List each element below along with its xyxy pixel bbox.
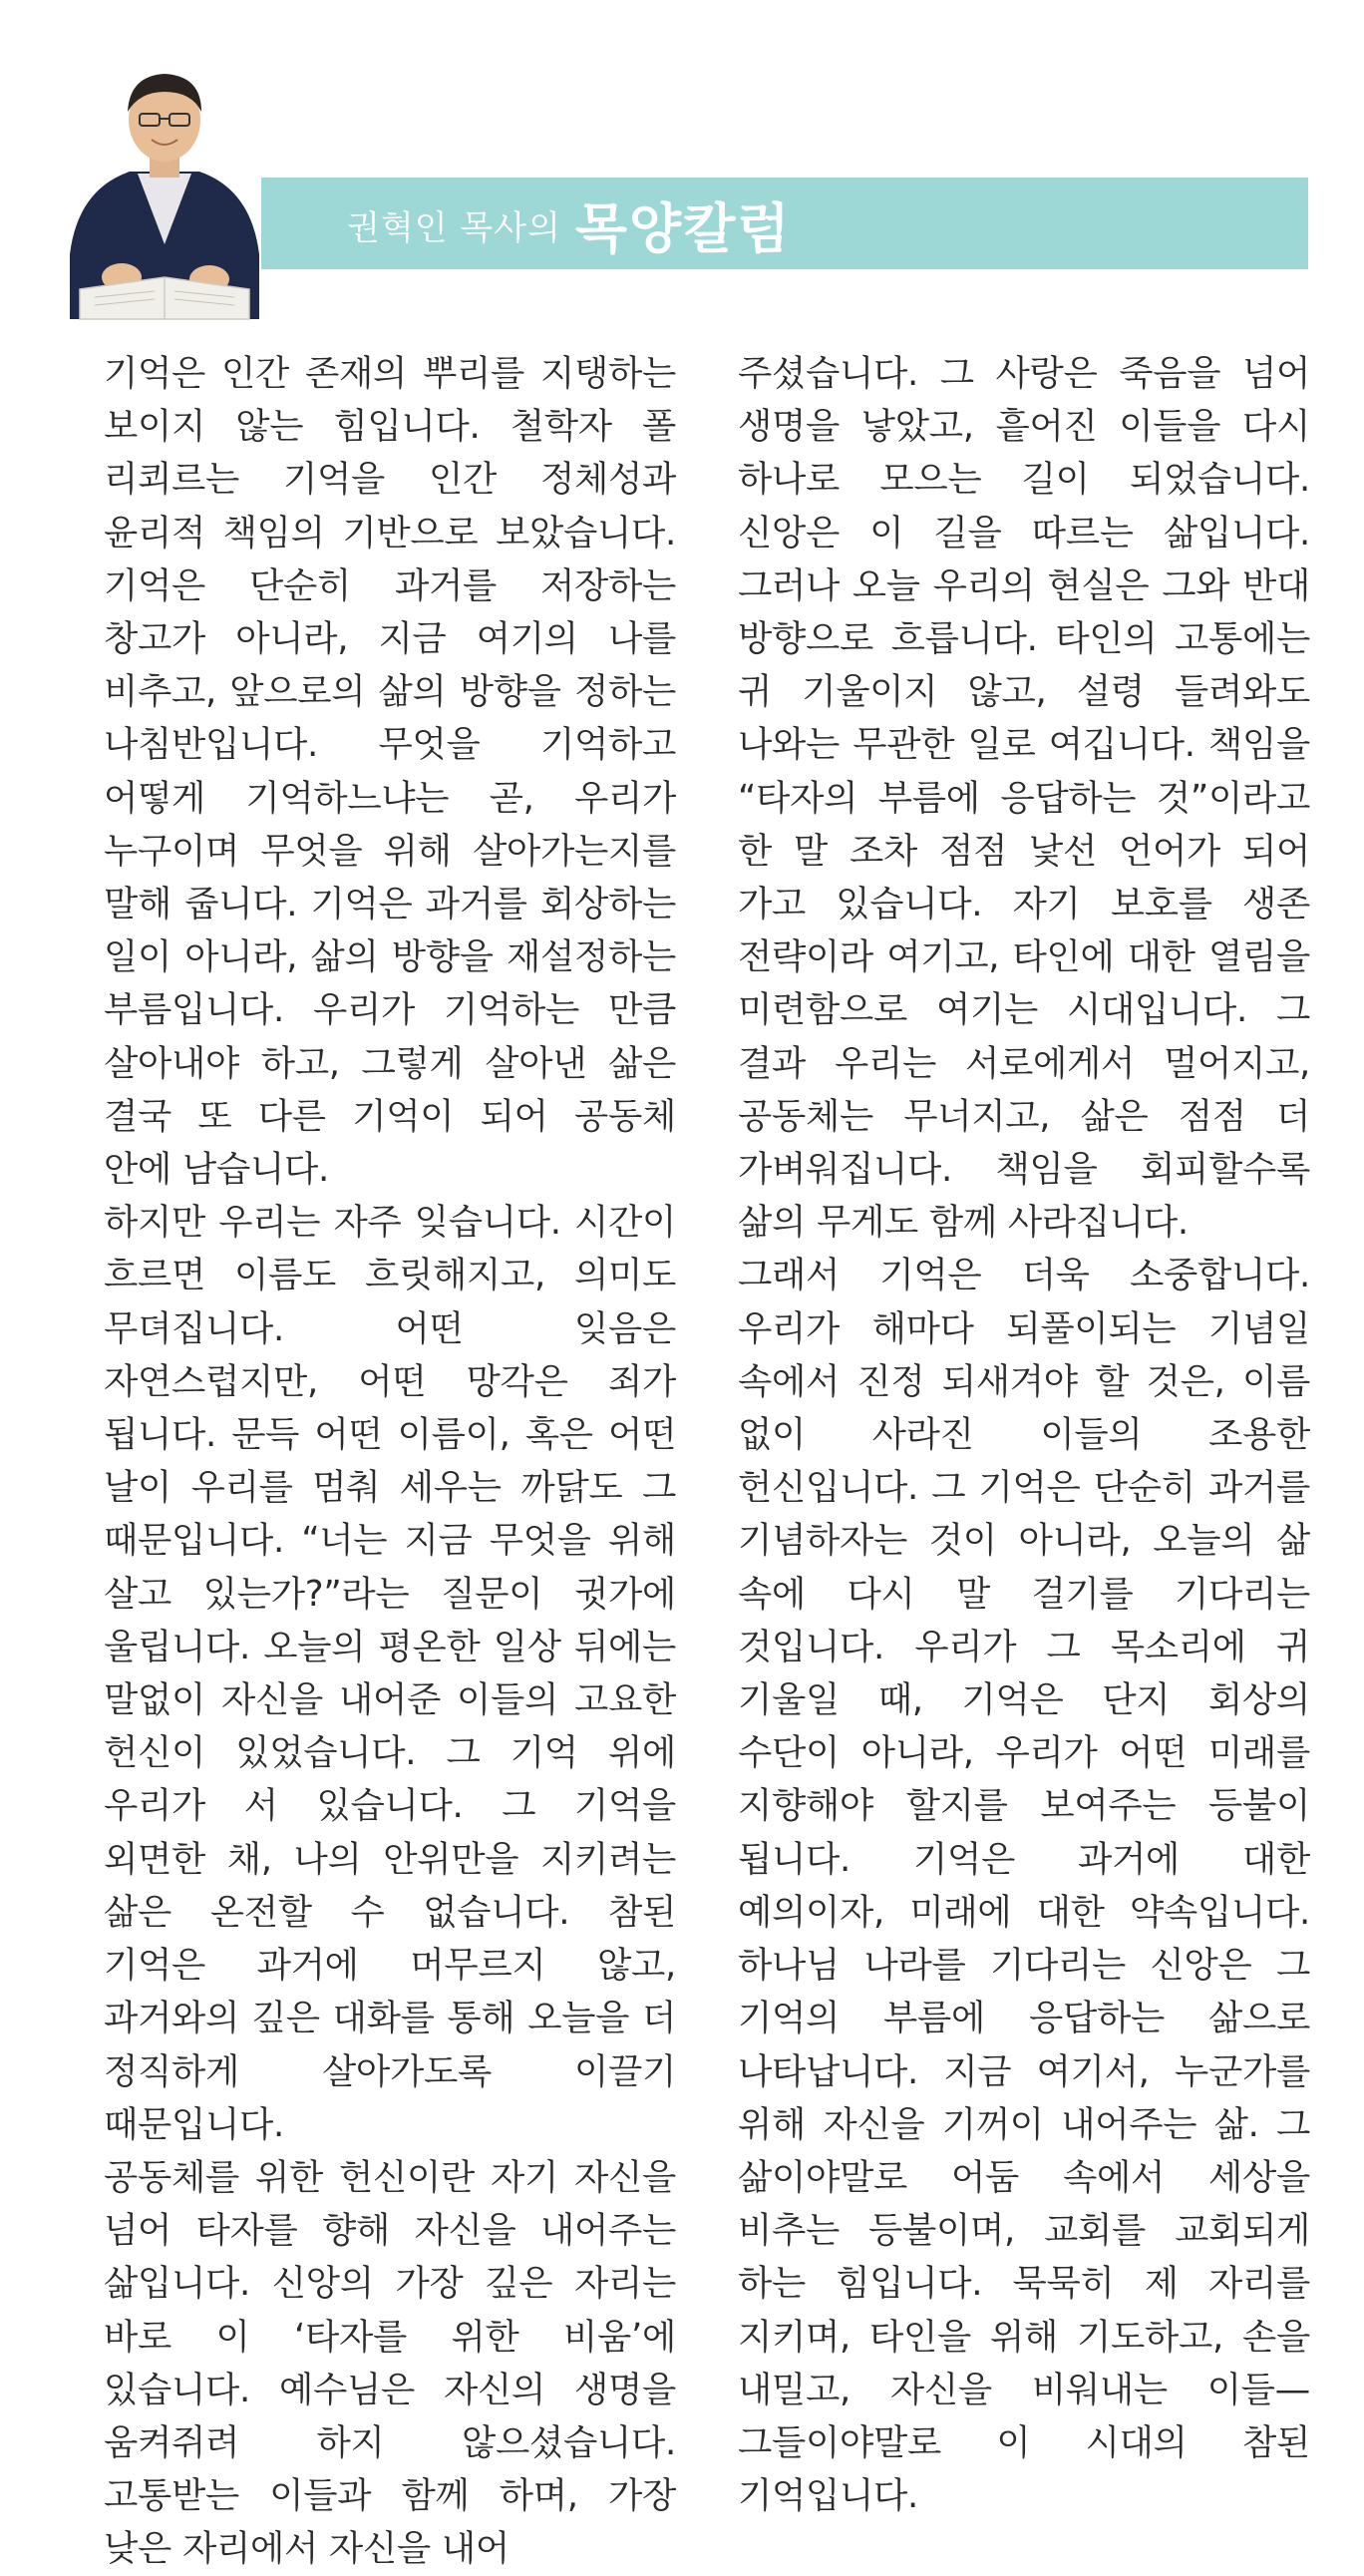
paragraph: 기억은 인간 존재의 뿌리를 지탱하는 보이지 않는 힘입니다. 철학자 폴 리쾨르는 기억을 인간 정체성과 윤리적 책임의 기반으로 보았습니다. 기억은 단순히 과거를 저장하는 창고가 아니라, 지금 여기의 나를 비추고, 앞으로의 삶의 방향을 정하는 나침반입니다. 무엇을 기억하고 어떻게 기억하느냐는 곧, 우리가 누구이며 무엇을 위해 살아가는지를 말해 줍니다. 기억은 과거를 회상하는 일이 아니라, 삶의 방향을 재설정하는 부름입니다. 우리가 기억하는 만큼 살아내야 하고, 그렇게 살아낸 삶은 결국 또 다른 기억이 되어 공동체 안에 남습니다. — [104, 353, 676, 1191]
paragraph: 그래서 기억은 더욱 소중합니다. 우리가 해마다 되풀이되는 기념일 속에서 진정 되새겨야 할 것은, 이름 없이 사라진 이들의 조용한 헌신입니다. 그 기억은 단순히 과거를 기념하자는 것이 아니라, 오늘의 삶 속에 다시 말 걸기를 기다리는 것입니다. 우리가 그 목소리에 귀 기울일 때, 기억은 단지 회상의 수단이 아니라, 우리가 어떤 미래를 지향해야 할지를 보여주는 등불이 됩니다. 기억은 과거에 대한 예의이자, 미래에 대한 약속입니다. 하나님 나라를 기다리는 신앙은 그 기억의 부름에 응답하는 삶으로 나타납니다. 지금 여기서, 누군가를 위해 자신을 기꺼이 내어주는 삶. 그 삶이야말로 어둠 속에서 세상을 비추는 등불이며, 교회를 교회되게 하는 힘입니다. 묵묵히 제 자리를 지키며, 타인을 위해 기도하고, 손을 내밀고, 자신을 비워내는 이들—그들이야말로 이 시대의 참된 기억입니다. — [738, 1255, 1310, 2517]
banner-subtitle: 권혁인 목사의 — [347, 207, 561, 248]
paragraph: 공동체를 위한 헌신이란 자기 자신을 넘어 타자를 향해 자신을 내어주는 삶입니다. 신앙의 가장 깊은 자리는 바로 이 ‘타자를 위한 비움’에 있습니다. 예수님은 자신의 생명을 움켜쥐려 하지 않으셨습니다. 고통받는 이들과 함께 하며, 가장 낮은 자리에서 자신을 내어 — [104, 2156, 676, 2570]
article-body — [104, 347, 1310, 2570]
column-header — [0, 0, 1364, 329]
pastor-portrait-icon — [60, 40, 269, 319]
paragraph: 주셨습니다. 그 사랑은 죽음을 넘어 생명을 낳았고, 흩어진 이들을 다시 하나로 모으는 길이 되었습니다. 신앙은 이 길을 따르는 삶입니다. 그러나 오늘 우리의 현실은 그와 반대 방향으로 흐릅니다. 타인의 고통에는 귀 기울이지 않고, 설령 들려와도 나와는 무관한 일로 여깁니다. 책임을 “타자의 부름에 응답하는 것”이라고 한 말 조차 점점 낯선 언어가 되어 가고 있습니다. 자기 보호를 생존 전략이라 여기고, 타인에 대한 열림을 미련함으로 여기는 시대입니다. 그 결과 우리는 서로에게서 멀어지고, 공동체는 무너지고, 삶은 점점 더 가벼워집니다. 책임을 회피할수록 삶의 무게도 함께 사라집니다. — [738, 353, 1310, 1244]
left-column — [104, 347, 676, 2570]
banner-title: 목양칼럼 — [574, 196, 792, 260]
right-column — [738, 347, 1310, 2517]
banner-heading — [347, 182, 792, 267]
paragraph: 하지만 우리는 자주 잊습니다. 시간이 흐르면 이름도 흐릿해지고, 의미도 무뎌집니다. 어떤 잊음은 자연스럽지만, 어떤 망각은 죄가 됩니다. 문득 어떤 이름이, 혹은 어떤 날이 우리를 멈춰 세우는 까닭도 그 때문입니다. “너는 지금 무엇을 위해 살고 있는가?”라는 질문이 귓가에 울립니다. 오늘의 평온한 일상 뒤에는 말없이 자신을 내어준 이들의 고요한 헌신이 있었습니다. 그 기억 위에 우리가 서 있습니다. 그 기억을 외면한 채, 나의 안위만을 지키려는 삶은 온전할 수 없습니다. 참된 기억은 과거에 머무르지 않고, 과거와의 깊은 대화를 통해 오늘을 더 정직하게 살아가도록 이끌기 때문입니다. — [104, 1202, 676, 2145]
